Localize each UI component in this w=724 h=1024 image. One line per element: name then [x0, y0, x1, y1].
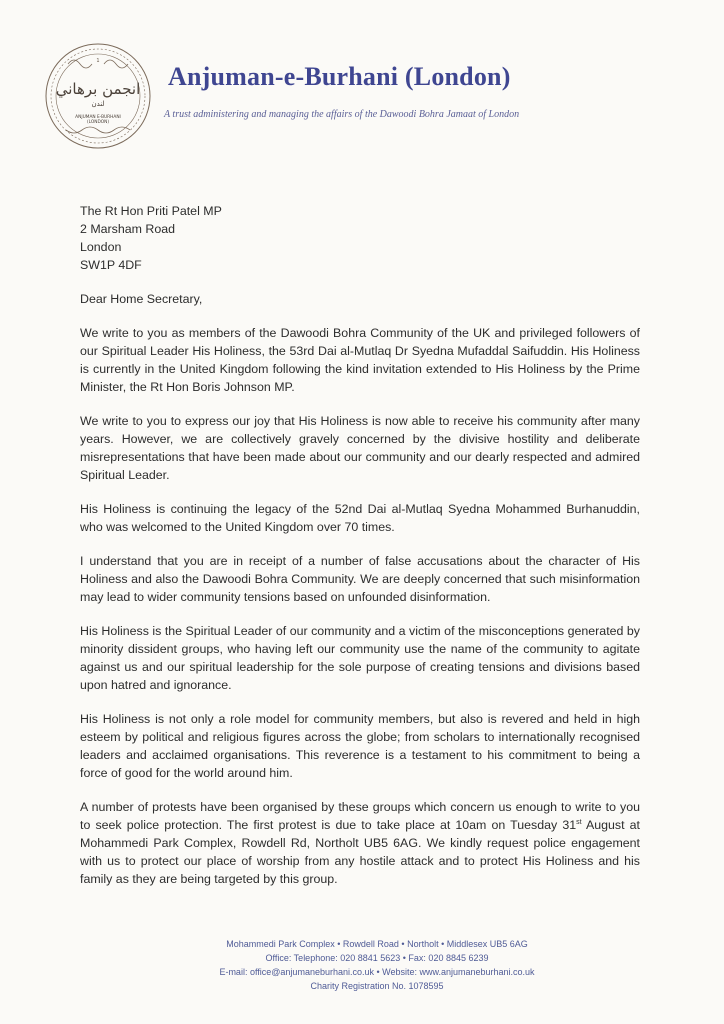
footer-phones: Office: Telephone: 020 8841 5623 • Fax: 020 8845 6239 [265, 953, 489, 963]
paragraph-1: We write to you as members of the Dawoodi Bohra Community of the UK and privileged followers of our Spiritual Leader His Holiness, the 53rd Dai al-Mutlaq Dr Syedna Mufaddal Saifuddin. His Holiness is currently in the United Kingdom following the kind invitation extended to His Holiness by the Prime Minister, the Rt Hon Boris Johnson MP. [80, 326, 640, 394]
recipient-address [80, 202, 640, 274]
seal-caption-line2: (LONDON) [86, 120, 110, 125]
recipient-name: The Rt Hon Priti Patel MP [80, 204, 222, 218]
organization-tagline: A trust administering and managing the affairs of the Dawoodi Bohra Jamaat of London [164, 109, 520, 120]
seal-caption-line1: ANJUMAN E-BURHANI [75, 115, 121, 120]
footer-charity-number: Charity Registration No. 1078595 [310, 981, 444, 991]
paragraph-4: I understand that you are in receipt of a number of false accusations about the character of His Holiness and also the Dawoodi Bohra Community. We are deeply concerned that such misinformation may lead to wider community tensions based on unfounded disinformation. [80, 554, 640, 604]
salutation: Dear Home Secretary, [80, 292, 203, 306]
seal-script-text: انجمن برهاني [55, 80, 141, 98]
seal-subscript-text: لندن [91, 100, 105, 108]
recipient-city: London [80, 240, 122, 254]
date-ordinal-suffix: st [576, 818, 582, 826]
footer-contact: E-mail: office@anjumaneburhani.co.uk • Website: www.anjumaneburhani.co.uk [219, 967, 535, 977]
paragraph-2: We write to you to express our joy that His Holiness is now able to receive his community after many years. However, we are collectively gravely concerned by the divisive hostility and deliberate misrepresentations that have been made about our community and our dearly respected and admired Spiritual Leader. [80, 414, 640, 482]
letter-body [80, 202, 640, 888]
paragraph-6: His Holiness is not only a role model for community members, but also is revered and held in high esteem by political and religious figures across the globe; from scholars to internationally recognised leaders and acclaimed organisations. This reverence is a testament to his commitment to being a force of good for the world around him. [80, 712, 640, 780]
recipient-street: 2 Marsham Road [80, 222, 176, 236]
paragraph-7 [80, 798, 640, 888]
letterhead-footer [0, 937, 724, 993]
recipient-postcode: SW1P 4DF [80, 258, 142, 272]
footer-address: Mohammedi Park Complex • Rowdell Road • Northolt • Middlesex UB5 6AG [226, 939, 528, 949]
organization-title: Anjuman-e-Burhani (London) [168, 62, 511, 91]
paragraph-3: His Holiness is continuing the legacy of the 52nd Dai al-Mutlaq Syedna Mohammed Burhanuddin, who was welcomed to the United Kingdom over 70 times. [80, 502, 640, 534]
paragraph-7-part-2: August at Mohammedi Park Complex, Rowdell Rd, Northolt UB5 6AG. We kindly request police engagement with us to protect our place of worship from any hostile attack and to protect His Holiness and his family as they are being targeted by this group. [80, 818, 640, 886]
paragraph-7-part-1: A number of protests have been organised by these groups which concern us enough to write to you to seek police protection. The first protest is due to take place at 10am on Tuesday 31 [80, 800, 640, 832]
anjuman-seal-logo [44, 42, 152, 150]
seal-top-text: 1 [96, 58, 100, 64]
paragraph-5: His Holiness is the Spiritual Leader of our community and a victim of the misconceptions generated by minority dissident groups, who having left our community use the name of the community to agitate against us and our spiritual leadership for the sole purpose of creating tensions and divisions based upon hatred and ignorance. [80, 624, 640, 692]
